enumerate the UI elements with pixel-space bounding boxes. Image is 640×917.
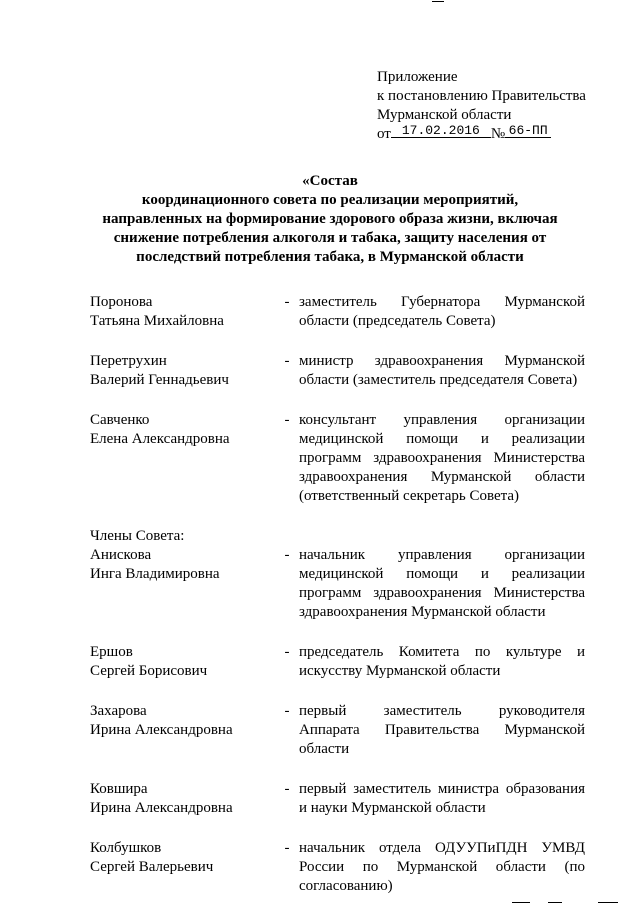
title-line-3: направленных на формирование здорового образа жизни, включая <box>102 211 558 227</box>
position-line: министр здравоохранения Мурманской <box>299 353 585 369</box>
member-name <box>90 780 275 818</box>
member-row <box>90 293 585 331</box>
dash-separator: - <box>284 547 290 563</box>
member-surname: Анискова <box>90 547 152 563</box>
member-surname: Ковшира <box>90 781 148 797</box>
title-line-4: снижение потребления алкоголя и табака, защиту населения от <box>113 230 547 246</box>
position-line: первый заместитель руководителя <box>299 703 585 719</box>
position-line: искусству Мурманской области <box>299 663 501 679</box>
position-line: председатель Комитета по культуре и <box>299 644 585 660</box>
position-line: программ здравоохранения Министерства <box>299 450 585 466</box>
position-line: (ответственный секретарь Совета) <box>299 488 519 504</box>
leaders-list <box>90 293 585 506</box>
member-position <box>299 293 585 331</box>
number-prefix: № <box>490 126 506 142</box>
approval-date: 17.02.2016 <box>391 124 491 138</box>
member-list <box>90 293 585 917</box>
position-line: области (заместитель председателя Совета) <box>299 372 578 388</box>
dash-separator: - <box>284 644 290 660</box>
member-given-names: Сергей Валерьевич <box>90 859 214 875</box>
position-line: здравоохранения Мурманской области <box>299 604 546 620</box>
position-line: программ здравоохранения Министерства <box>299 585 585 601</box>
dash-separator: - <box>284 294 290 310</box>
position-line: России по Мурманской области (по <box>299 859 585 875</box>
member-name <box>90 702 275 740</box>
member-position <box>299 702 585 759</box>
dash-separator: - <box>284 353 290 369</box>
member-position <box>299 839 585 896</box>
position-line: согласованию) <box>299 878 393 894</box>
approval-date-row <box>377 125 617 144</box>
member-surname: Колбушков <box>90 840 162 856</box>
member-row <box>90 643 585 681</box>
member-row <box>90 839 585 896</box>
member-position <box>299 411 585 506</box>
position-line: первый заместитель министра образования <box>299 781 585 797</box>
member-surname: Захарова <box>90 703 147 719</box>
member-name <box>90 411 275 449</box>
member-surname: Поронова <box>90 294 153 310</box>
title-line-2: координационного совета по реализации мероприятий, <box>141 192 519 208</box>
member-row <box>90 411 585 506</box>
document-title <box>80 172 580 267</box>
member-given-names: Инга Владимировна <box>90 566 220 582</box>
approval-block <box>377 68 617 144</box>
member-given-names: Ирина Александровна <box>90 800 233 816</box>
position-line: медицинской помощи и реализации <box>299 431 585 447</box>
title-line-5: последствий потребления табака, в Мурманской области <box>136 249 524 265</box>
position-line: области (председатель Совета) <box>299 313 496 329</box>
members-list <box>90 546 585 896</box>
date-prefix: от <box>377 126 391 142</box>
position-line: области <box>299 741 350 757</box>
position-line: заместитель Губернатора Мурманской <box>299 294 585 310</box>
member-name <box>90 839 275 877</box>
position-line: Аппарата Правительства Мурманской <box>299 722 585 738</box>
member-surname: Ершов <box>90 644 133 660</box>
member-row <box>90 780 585 818</box>
dash-separator: - <box>284 840 290 856</box>
member-name <box>90 546 275 584</box>
member-name <box>90 293 275 331</box>
member-given-names: Ирина Александровна <box>90 722 233 738</box>
member-name <box>90 352 275 390</box>
member-given-names: Валерий Геннадьевич <box>90 372 229 388</box>
member-surname: Савченко <box>90 412 150 428</box>
position-line: медицинской помощи и реализации <box>299 566 585 582</box>
member-row <box>90 546 585 622</box>
member-position <box>299 780 585 818</box>
dash-separator: - <box>284 781 290 797</box>
approval-line-3: Мурманской области <box>377 107 512 123</box>
dash-separator: - <box>284 703 290 719</box>
member-given-names: Татьяна Михайловна <box>90 313 224 329</box>
member-row <box>90 352 585 390</box>
approval-number: 66-ПП <box>505 124 551 138</box>
member-position <box>299 352 585 390</box>
position-line: консультант управления организации <box>299 412 585 428</box>
member-position <box>299 643 585 681</box>
members-label: Члены Совета: <box>90 528 185 544</box>
approval-line-2: к постановлению Правительства <box>377 88 586 104</box>
position-line: здравоохранения Мурманской области <box>299 469 585 485</box>
position-line: и науки Мурманской области <box>299 800 486 816</box>
member-given-names: Елена Александровна <box>90 431 230 447</box>
member-row <box>90 702 585 759</box>
member-position <box>299 546 585 622</box>
member-given-names: Сергей Борисович <box>90 663 208 679</box>
position-line: начальник отдела ОДУУПиПДН УМВД <box>299 840 585 856</box>
member-surname: Перетрухин <box>90 353 167 369</box>
position-line: начальник управления организации <box>299 547 585 563</box>
approval-line-1: Приложение <box>377 69 458 85</box>
title-line-1: «Состав <box>302 173 358 189</box>
member-name <box>90 643 275 681</box>
dash-separator: - <box>284 412 290 428</box>
